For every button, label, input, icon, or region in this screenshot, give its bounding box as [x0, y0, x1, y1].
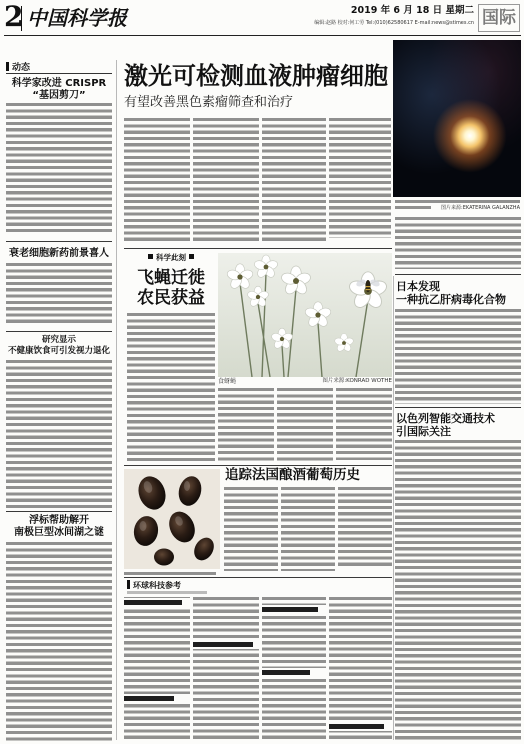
brief-divider: [6, 331, 112, 332]
brief-divider: [6, 241, 112, 242]
headline-line: 农民获益: [137, 288, 205, 308]
grapes-body: [224, 487, 278, 571]
reference-body-column: [124, 597, 190, 741]
photo-caption-text: [395, 200, 520, 204]
photo-caption: 食蚜蝇: [218, 378, 237, 385]
headline-line: 研究显示: [41, 335, 76, 345]
science-now-body: [127, 313, 215, 463]
section-label: 国际: [478, 4, 520, 32]
photo-credit: 图片来源:KONRAD WOTHE: [322, 378, 392, 384]
hoverfly-photo: [218, 253, 392, 377]
section-divider: [395, 274, 521, 275]
lead-body-column: [262, 118, 326, 244]
section-divider: [124, 577, 392, 578]
global-reference-subtitle: [127, 591, 207, 595]
right-story-body: [395, 440, 521, 740]
reference-body-column: [329, 597, 392, 741]
headline-line: 飞蝇迁徙: [137, 268, 205, 288]
news-brief-headline: [6, 248, 112, 260]
news-brief-body: [6, 103, 112, 234]
grapes-body: [338, 487, 392, 567]
masthead: 中国科学报: [27, 6, 127, 30]
lead-headline: 激光可检测血液肿瘤细胞: [124, 62, 388, 90]
photo-caption-text: [124, 572, 216, 576]
right-story-headline: [396, 412, 521, 438]
headline-line: “基因剪刀”: [32, 90, 86, 101]
lead-body-column: [124, 118, 190, 244]
header-rule: [4, 35, 521, 36]
grapes-headline: 追踪法国酿酒葡萄历史: [225, 467, 360, 483]
science-now-body: [218, 388, 274, 463]
section-divider: [395, 407, 521, 408]
reference-subhead: [124, 694, 190, 703]
section-divider: [124, 465, 392, 466]
square-bullet-icon: [189, 254, 194, 259]
global-reference-label: [127, 580, 181, 591]
news-brief-body: [6, 542, 112, 741]
science-now-body: [336, 388, 392, 460]
grape-seed-photo: [124, 469, 220, 569]
header-divider: [21, 6, 22, 31]
brief-divider: [6, 511, 112, 512]
headline-line: 一种抗乙肝病毒化合物: [396, 293, 506, 306]
briefs-label: 动态: [12, 63, 31, 73]
lead-body-column: [193, 118, 259, 244]
news-brief-body: [6, 360, 112, 508]
label-bar-icon: [127, 580, 130, 589]
grapes-body: [281, 487, 335, 571]
square-bullet-icon: [148, 254, 153, 259]
headline-line: 衰老细胞新药前景喜人: [9, 248, 109, 259]
science-now-headline: [127, 268, 215, 308]
column-rule: [393, 276, 394, 740]
column-rule: [116, 60, 117, 740]
global-reference-label-text: 环球科技参考: [133, 581, 181, 590]
headline-line: 科学家改进 CRISPR: [11, 78, 107, 89]
right-story-headline: [396, 280, 521, 306]
photo-credit: 图片来源:EKATERINA GALANZHA: [441, 205, 520, 211]
reference-subhead: [262, 605, 326, 614]
lead-body-column: [329, 118, 391, 238]
headline-line: 引国际关注: [396, 425, 451, 438]
section-divider: [124, 248, 392, 249]
science-now-body: [277, 388, 333, 463]
news-brief-headline: [6, 515, 112, 539]
hoverfly-photo-caption: [218, 378, 392, 385]
reference-subhead: [262, 668, 326, 677]
page-number: 2: [4, 0, 24, 33]
briefs-header: [6, 62, 112, 74]
editor-credits: 编辑:赵路 校对:何工劳 Tel:(010)62580617 E-mail:news@stimes.cn: [314, 20, 474, 26]
science-now-label: [127, 253, 215, 262]
label-bar-icon: [6, 62, 9, 71]
news-brief-headline: [6, 78, 112, 102]
lead-body-column: [395, 217, 521, 269]
right-story-body: [395, 309, 521, 404]
reference-subhead: [124, 598, 190, 607]
lead-subheadline: 有望改善黑色素瘤筛查和治疗: [124, 95, 294, 110]
photo-caption-text: [395, 206, 431, 210]
headline-line: 以色列智能交通技术: [396, 412, 495, 425]
headline-line: 不健康饮食可引发视力退化: [7, 346, 110, 356]
issue-date: 2019 年 6 月 18 日 星期二: [350, 5, 474, 16]
reference-subhead: [329, 722, 392, 731]
news-brief-headline: [6, 335, 112, 357]
science-now-label-text: 科学此刻: [156, 253, 186, 262]
reference-subhead: [193, 640, 259, 649]
headline-line: 日本发现: [396, 280, 440, 293]
headline-line: 浮标帮助解开: [29, 515, 89, 526]
reference-body-column: [193, 597, 259, 741]
news-brief-body: [6, 263, 112, 326]
headline-line: 南极巨型冰间湖之谜: [14, 527, 104, 538]
lead-photo: [393, 40, 521, 197]
